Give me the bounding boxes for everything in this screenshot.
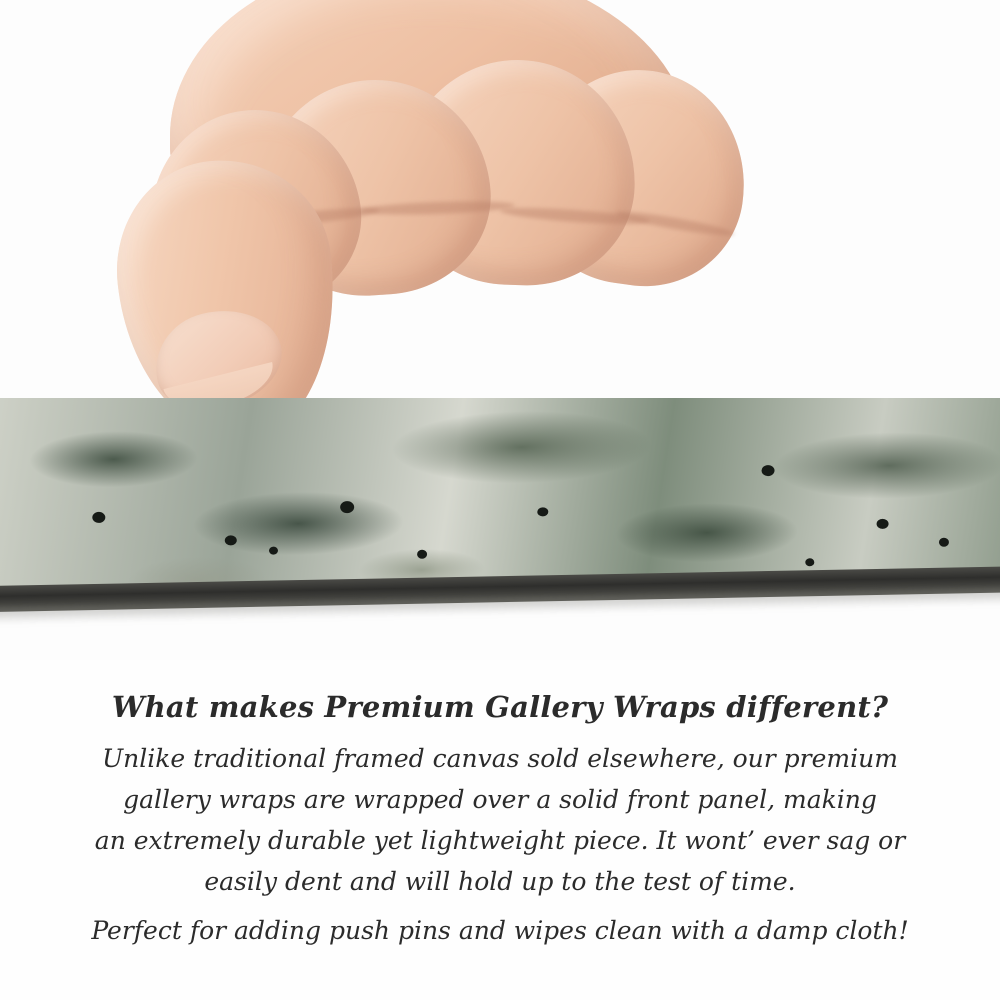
canvas-speck <box>92 512 105 523</box>
canvas-speck <box>876 519 888 529</box>
canvas-speck <box>225 535 237 545</box>
caption-block <box>0 690 1000 951</box>
canvas-speck <box>939 538 949 547</box>
canvas-speck <box>340 501 354 513</box>
caption-line: easily dent and will hold up to the test of time. <box>204 867 796 896</box>
canvas-speck <box>805 558 814 566</box>
caption-line: gallery wraps are wrapped over a solid front panel, making <box>123 785 877 814</box>
caption-line: an extremely durable yet lightweight piece. It wont’ ever sag or <box>94 826 906 855</box>
caption-line: Unlike traditional framed canvas sold elsewhere, our premium <box>102 744 898 773</box>
canvas-speck <box>269 547 278 555</box>
canvas-speck <box>537 507 548 516</box>
canvas-edge-icon <box>0 398 1000 636</box>
hand-fist-icon <box>110 0 750 430</box>
canvas-speck <box>761 465 774 476</box>
caption-heading: What makes Premium Gallery Wraps different? <box>111 690 889 724</box>
canvas-speck <box>417 550 427 559</box>
caption-final-line: Perfect for adding push pins and wipes clean with a damp cloth! <box>91 916 909 945</box>
